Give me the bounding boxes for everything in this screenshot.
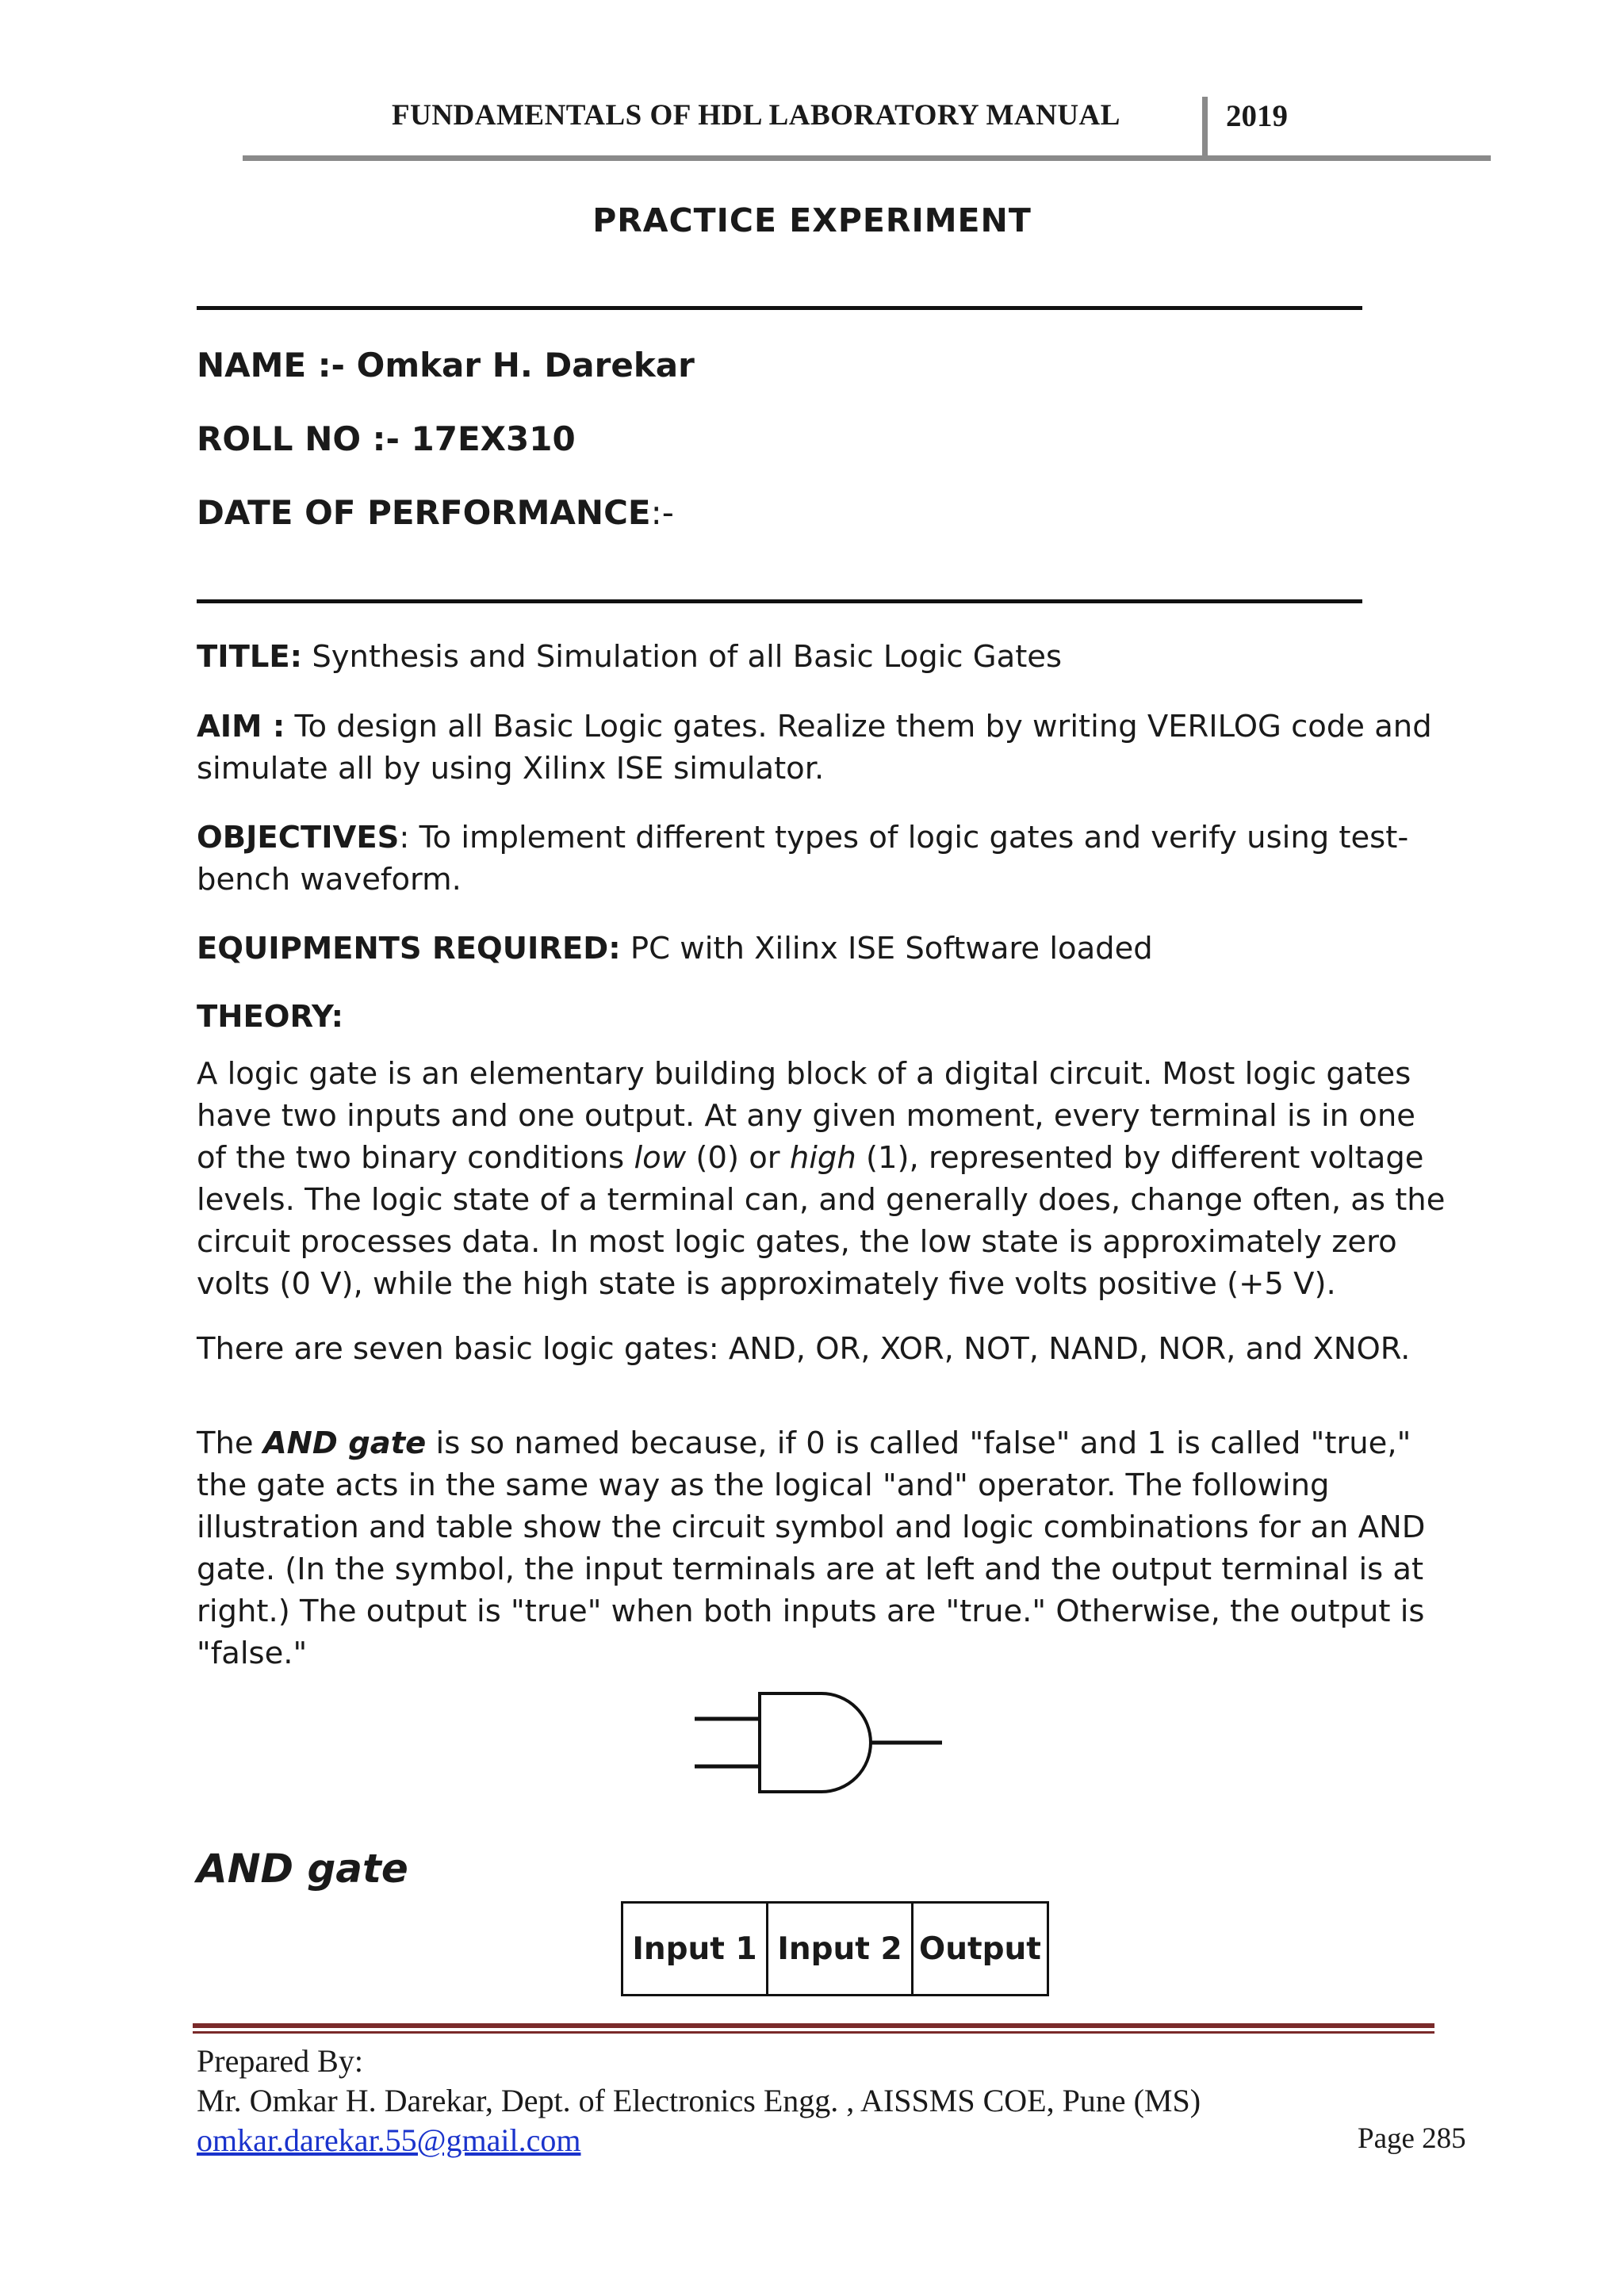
objectives-text: : To implement different types of logic gates and verify using test-bench waveform. — [197, 820, 1409, 897]
theory-paragraph-3 — [197, 1422, 1450, 1674]
header-year: 2019 — [1226, 99, 1288, 133]
date-field — [197, 493, 674, 532]
bottom-rule — [197, 599, 1362, 603]
theory-paragraph-1 — [197, 1053, 1450, 1305]
truth-table — [621, 1901, 1049, 1996]
col-output: Output — [913, 1903, 1048, 1996]
col-input-1: Input 1 — [622, 1903, 768, 1996]
equipments-text: PC with Xilinx ISE Software loaded — [620, 931, 1153, 966]
footer-prepared: Prepared By: — [197, 2043, 363, 2079]
theory-p1-text-b: (0) or — [686, 1140, 790, 1176]
title-line — [197, 636, 1450, 678]
theory-p3-text-a: The — [197, 1425, 263, 1461]
and-gate-term: AND gate — [262, 1425, 427, 1461]
header-title: FUNDAMENTALS OF HDL LABORATORY MANUAL — [392, 99, 1120, 132]
theory-label: THEORY: — [197, 999, 343, 1035]
equipments-line — [197, 928, 1450, 970]
name-label: NAME :- — [197, 346, 357, 385]
equipments-label: EQUIPMENTS REQUIRED: — [197, 931, 621, 966]
theory-p1-text-a: A logic gate is an elementary building block of a digital circuit. Most logic gates have two inputs and one output. At any given moment, every terminal is in one of the two binary conditions — [197, 1056, 1415, 1176]
date-label: DATE OF PERFORMANCE — [197, 493, 651, 532]
objectives-label: OBJECTIVES — [197, 820, 400, 855]
footer-email-link[interactable]: omkar.darekar.55@gmail.com — [197, 2122, 581, 2158]
theory-high-term: high — [789, 1140, 856, 1176]
aim-label: AIM : — [197, 709, 285, 744]
aim-paragraph — [197, 706, 1450, 790]
roll-value: 17EX310 — [411, 419, 576, 458]
name-field — [197, 346, 695, 385]
page-number: Page 285 — [1358, 2122, 1466, 2155]
roll-label: ROLL NO :- — [197, 419, 412, 458]
and-gate-symbol-icon — [695, 1687, 948, 1798]
theory-low-term: low — [634, 1140, 687, 1176]
theory-p3-text-b: is so named because, if 0 is called "false" and 1 is called "true," the gate acts in the same way as the logical "and" operator. The following illustration and table show the circuit symbol and logic combinations for an AND gate. (In the symbol, the input terminals are at left and the output terminal is at right.) The output is "true" when both inputs are "true." Otherwise, the output is "false." — [197, 1425, 1426, 1671]
footer-rule — [193, 2023, 1434, 2028]
footer-rule-thin — [193, 2031, 1434, 2034]
date-suffix: :- — [650, 493, 674, 532]
title-label: TITLE: — [197, 639, 303, 675]
col-input-2: Input 2 — [768, 1903, 913, 1996]
header-rule — [243, 155, 1491, 161]
name-value: Omkar H. Darekar — [356, 346, 695, 385]
footer-author: Mr. Omkar H. Darekar, Dept. of Electronics Engg. , AISSMS COE, Pune (MS) — [197, 2083, 1201, 2118]
and-gate-heading: AND gate — [197, 1846, 408, 1892]
aim-text: To design all Basic Logic gates. Realize them by writing VERILOG code and simulate all by using Xilinx ISE simulator. — [197, 709, 1432, 786]
objectives-paragraph — [197, 817, 1450, 901]
table-header-row — [622, 1903, 1048, 1996]
roll-field — [197, 419, 576, 458]
header-divider — [1202, 97, 1208, 159]
theory-p1-text-c: (1), represented by different voltage levels. The logic state of a terminal can, and generally does, change often, as the circuit processes data. In most logic gates, the low state is approximately zero volts (0 V), while the high state is approximately five volts positive (+5 V). — [197, 1140, 1446, 1302]
page-heading: PRACTICE EXPERIMENT — [592, 201, 1032, 239]
theory-paragraph-2: There are seven basic logic gates: AND, OR, XOR, NOT, NAND, NOR, and XNOR. — [197, 1331, 1411, 1367]
theory-heading — [197, 996, 1450, 1038]
title-text: Synthesis and Simulation of all Basic Logic Gates — [302, 639, 1063, 675]
top-rule — [197, 306, 1362, 310]
